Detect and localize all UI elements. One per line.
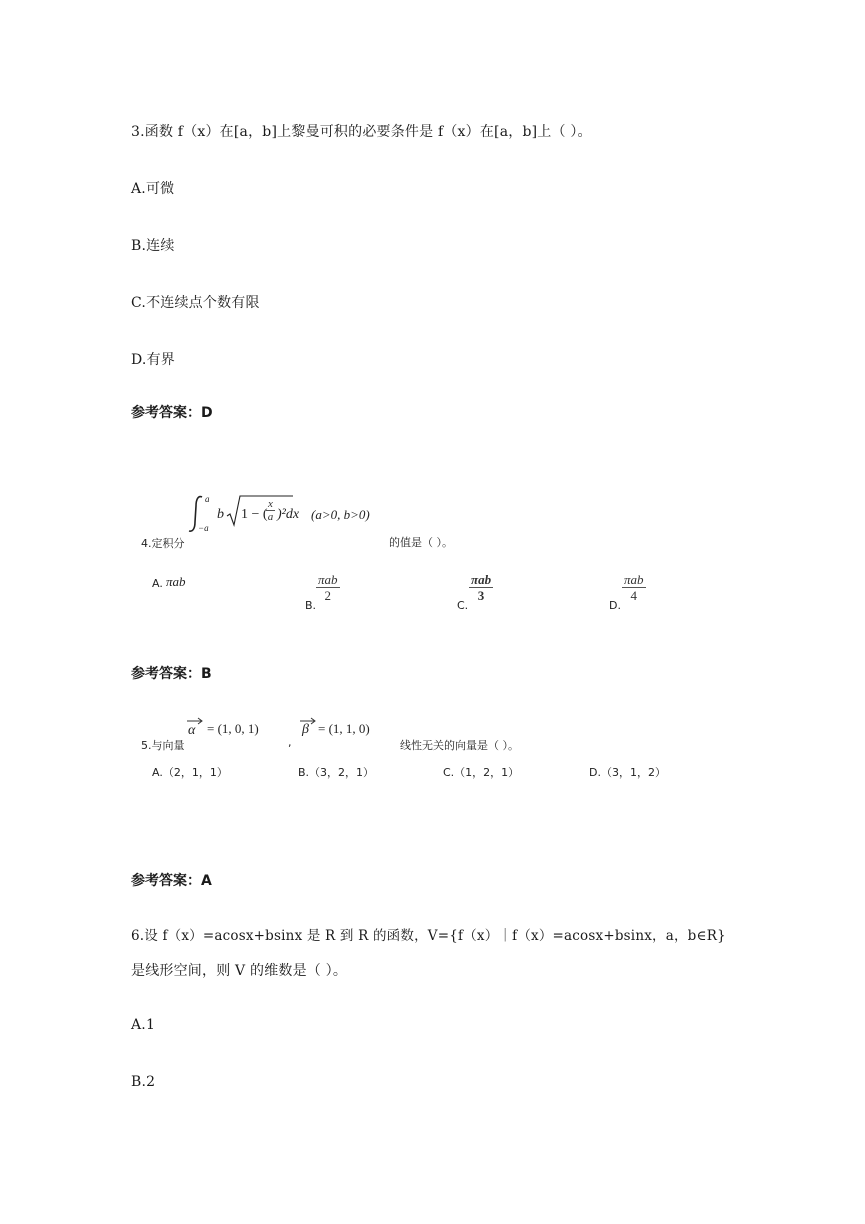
q5-option-c: C.（1，2，1） [443, 766, 520, 779]
q4-option-b-numerator: πab [318, 572, 338, 587]
q4-option-a-value: πab [166, 574, 186, 589]
q3-option-c: C.不连续点个数有限 [131, 295, 260, 311]
q4-option-c-denominator: 3 [477, 588, 485, 603]
beta-symbol: β [302, 722, 309, 737]
alpha-value: = (1, 0, 1) [207, 721, 259, 736]
integral-upper-limit: a [205, 494, 210, 504]
radicand-fraction [266, 498, 275, 523]
q3-stem: 3.函数 f（x）在[a，b]上黎曼可积的必要条件是 f（x）在[a，b]上（ ）。 [131, 124, 592, 140]
integrand-b: b [217, 507, 224, 522]
q4-option-d-denominator: 4 [630, 588, 637, 603]
q5-option-a: A.（2，1，1） [152, 766, 228, 779]
q5-option-b: B.（3，2，1） [298, 766, 375, 779]
q5-label: 5.与向量 [141, 739, 185, 752]
q4-option-b-fraction [316, 572, 340, 603]
alpha-symbol: α [188, 723, 196, 738]
q4-option-c-fraction [469, 572, 493, 603]
q4-option-d-numerator: πab [624, 572, 644, 587]
q3-answer: 参考答案：D [131, 405, 213, 421]
q4-option-c-label: C. [457, 599, 469, 612]
q5-option-d: D.（3，1，2） [589, 766, 666, 779]
q4-option-d-fraction [622, 572, 646, 603]
q4-option-d-label: D. [609, 599, 621, 612]
beta-value: = (1, 1, 0) [318, 721, 370, 736]
q3-option-b: B.连续 [131, 238, 175, 254]
integral-condition: (a>0, b>0) [311, 507, 370, 522]
q4-option-b-denominator: 2 [324, 588, 331, 603]
radicand-fraction-numerator: x [268, 498, 273, 510]
q4-option-b-label: B. [305, 599, 317, 612]
q5-comma: , [288, 736, 292, 749]
q4-answer: 参考答案：B [131, 666, 212, 682]
q4-option-c-numerator: πab [471, 572, 492, 587]
q4-label: 4.定积分 [141, 537, 185, 550]
q6-option-a: A.1 [131, 1017, 156, 1033]
integral-lower-limit: −a [198, 523, 209, 533]
q4-option-a-label: A. [152, 577, 163, 590]
q5-tail: 线性无关的向量是（ ）。 [400, 739, 519, 752]
radicand-fraction-denominator: a [267, 511, 274, 523]
q5-answer: 参考答案：A [131, 873, 212, 889]
q4-tail: 的值是（ ）。 [389, 536, 453, 549]
radicand-start: 1 − ( [241, 507, 268, 522]
q6-option-b: B.2 [131, 1074, 156, 1090]
q6-stem-line2: 是线形空间，则 V 的维数是（ ）。 [131, 963, 348, 979]
q6-stem-line1: 6.设 f（x）=acosx+bsinx 是 R 到 R 的函数，V={f（x）｜f（x）=acosx+bsinx，a，b∈R} [131, 928, 726, 944]
radicand-end: )²dx [277, 507, 300, 522]
q3-option-a: A.可微 [131, 181, 175, 197]
q3-option-d: D.有界 [131, 352, 175, 368]
